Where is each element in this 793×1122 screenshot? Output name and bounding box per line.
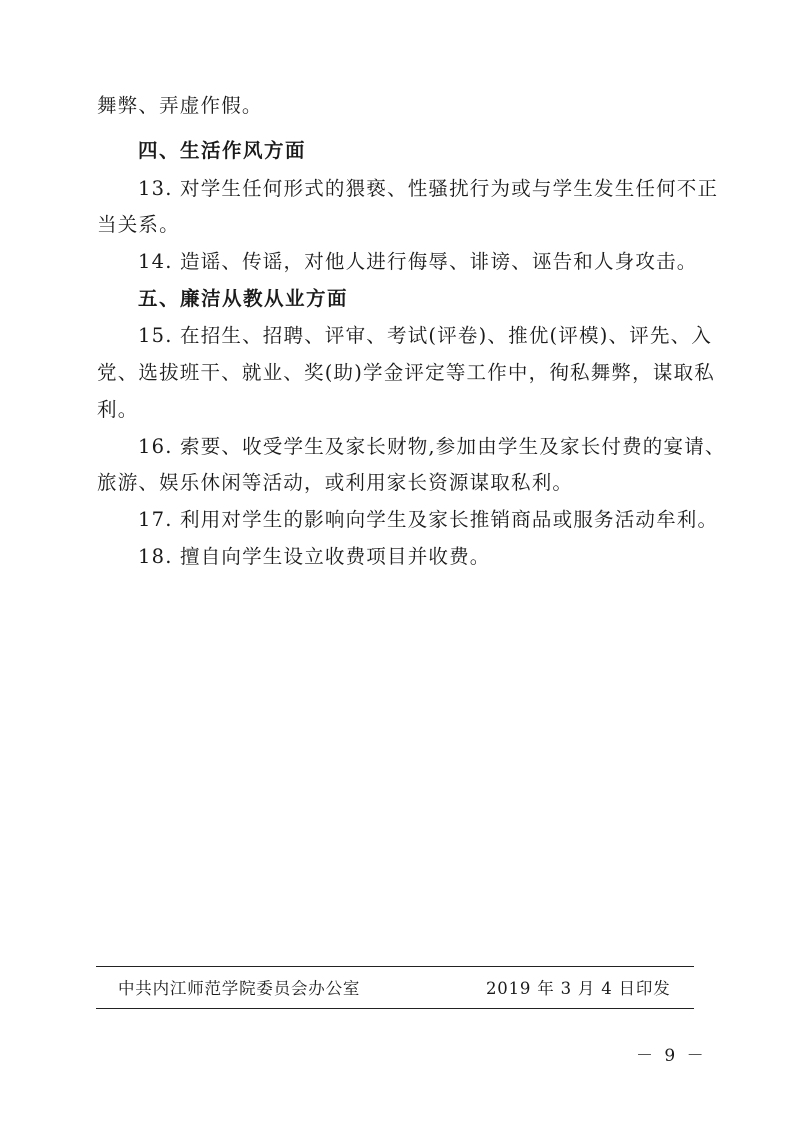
item-14: 14. 造谣、传谣，对他人进行侮辱、诽谤、诬告和人身攻击。 <box>138 250 698 273</box>
footer-top-rule <box>96 966 694 967</box>
section-heading-lifestyle: 四、生活作风方面 <box>138 139 307 162</box>
item-15-line-3: 利。 <box>97 398 139 421</box>
item-15-line-1: 15. 在招生、招聘、评审、考试(评卷)、推优(评模)、评先、入 <box>138 324 713 347</box>
footer-date: 2019 年 3 月 4 日印发 <box>486 979 671 998</box>
item-13-line-2: 当关系。 <box>97 213 180 236</box>
item-16-line-1: 16. 索要、收受学生及家长财物,参加由学生及家长付费的宴请、 <box>138 435 726 458</box>
section-heading-integrity: 五、廉洁从教从业方面 <box>138 287 349 310</box>
item-18: 18. 擅自向学生设立收费项目并收费。 <box>138 545 491 568</box>
body-line-continuation: 舞弊、弄虚作假。 <box>97 94 263 117</box>
item-17: 17. 利用对学生的影响向学生及家长推销商品或服务活动牟利。 <box>138 508 719 531</box>
page-number: － 9 － <box>636 1046 707 1066</box>
item-15-line-2: 党、选拔班干、就业、奖(助)学金评定等工作中，徇私舞弊，谋取私 <box>97 361 715 384</box>
footer-issuer: 中共内江师范学院委员会办公室 <box>118 979 361 998</box>
footer-bottom-rule <box>96 1008 694 1009</box>
item-16-line-2: 旅游、娱乐休闲等活动，或利用家长资源谋取私利。 <box>97 471 574 494</box>
item-13-line-1: 13. 对学生任何形式的猥亵、性骚扰行为或与学生发生任何不正 <box>138 177 719 200</box>
